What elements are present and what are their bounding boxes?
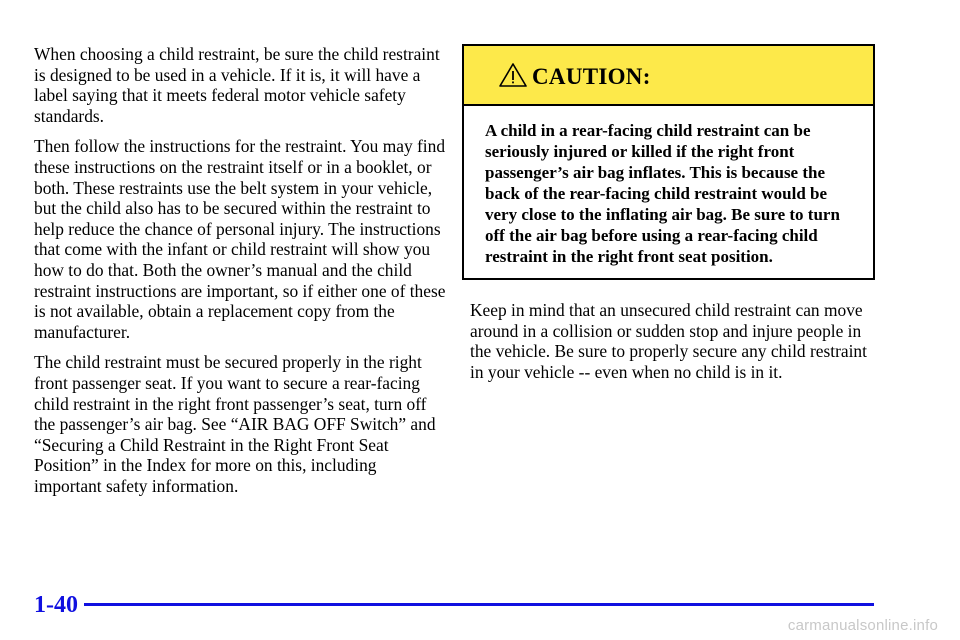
caution-box <box>462 44 875 280</box>
watermark: carmanualsonline.info <box>787 617 938 634</box>
caution-title: CAUTION: <box>532 64 651 89</box>
paragraph-front-seat-securing: The child restraint must be secured properly in the right front passenger seat. If you want to secure a rear-facing child restraint in the right front passenger’s seat, turn off the passenger’s air bag. See “AIR BAG OFF Switch” and “Securing a Child Restraint in the Right Front Seat Position” in the Index for more on this, including important safety information. <box>34 352 436 496</box>
paragraph-restraint-instructions: Then follow the instructions for the restraint. You may find these instructions on the restraint itself or in a booklet, or both. These restraints use the belt system in your vehicle, but the child also has to be secured within the restraint to help reduce the chance of personal injury. The instructions that come with the infant or child restraint will show you how to do that. Both the owner’s manual and the child restraint instructions are important, so if either one of these is not available, obtain a replacement copy from the manufacturer. <box>34 136 446 342</box>
footer-divider <box>84 603 874 606</box>
warning-triangle-icon <box>498 62 528 88</box>
paragraph-unsecured-restraint: Keep in mind that an unsecured child restraint can move around in a collision or sudden stop and injure people in the vehicle. Be sure to properly secure any child restraint in your vehicle -- even when no child is in it. <box>470 300 867 382</box>
page-number: 1-40 <box>34 592 78 618</box>
right-column <box>470 300 880 382</box>
left-column <box>34 44 446 506</box>
paragraph-child-restraint-choice: When choosing a child restraint, be sure the child restraint is designed to be used in a vehicle. If it is, it will have a label saying that it meets federal motor vehicle safety standards. <box>34 44 440 126</box>
caution-header <box>464 46 873 106</box>
caution-text: A child in a rear-facing child restraint can be seriously injured or killed if the right front passenger’s air bag inflates. This is because the back of the rear-facing child restraint would be very close to the inflating air bag. Be sure to turn off the air bag before using a rear-facing child restraint in the right front seat position. <box>485 121 840 266</box>
